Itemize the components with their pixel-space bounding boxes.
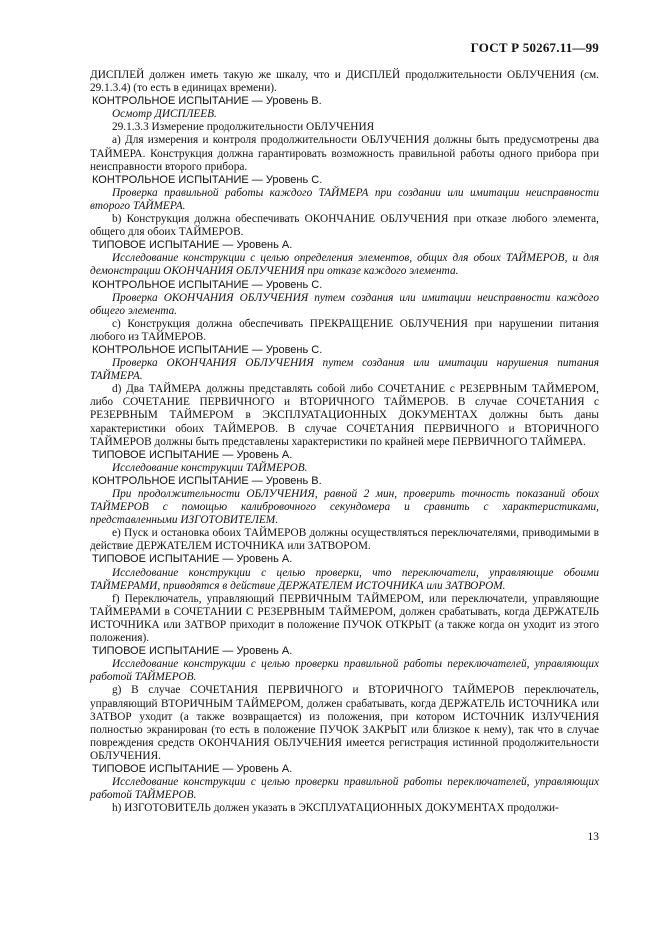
test-procedure: Исследование конструкции с целью проверки, что переключатели, управляющие обоими ТАЙМЕРАМИ, приводятся в действие ДЕРЖАТЕЛЕМ ИСТОЧНИКА или ЗАТВОРОМ. [90,566,599,592]
test-procedure: Проверка правильной работы каждого ТАЙМЕРА при создании или имитации неисправности второго ТАЙМЕРА. [90,186,599,212]
test-procedure: При продолжительности ОБЛУЧЕНИЯ, равной 2 мин, проверить точность показаний обоих ТАЙМЕРОВ с помощью калибровочного секундомера и сравнить с характеристиками, представленными ИЗГОТОВИТЕЛЕМ. [90,488,599,527]
test-line: ТИПОВОЕ ИСПЫТАНИЕ — Уровень А. [92,762,293,775]
paragraph: е) Пуск и остановка обоих ТАЙМЕРОВ должны осуществляться переключателями, приводимыми в действие ДЕРЖАТЕЛЕМ ИСТОЧНИКА или ЗАТВОРОМ. [90,527,599,553]
paragraph: а) Для измерения и контроля продолжительности ОБЛУЧЕНИЯ должны быть предусмотрены два ТАЙМЕРА. Конструкция должна гарантировать возможность правильной работы одного прибора при неисправности второго прибора. [90,134,599,173]
paragraph: ДИСПЛЕЙ должен иметь такую же шкалу, что и ДИСПЛЕЙ продолжительности ОБЛУЧЕНИЯ (см. 29.1.3.4) (то есть в единицах времени). [90,69,599,95]
test-procedure: Исследование конструкции с целью проверки правильной работы переключателей, управляющих работой ТАЙМЕРОВ. [90,658,599,684]
standard-header: ГОСТ Р 50267.11—99 [470,40,599,55]
test-line: КОНТРОЛЬНОЕ ИСПЫТАНИЕ — Уровень В. [92,95,322,108]
paragraph: с) Конструкция должна обеспечивать ПРЕКРАЩЕНИЕ ОБЛУЧЕНИЯ при нарушении питания любого из ТАЙМЕРОВ. [90,317,599,343]
test-procedure: Исследование конструкции ТАЙМЕРОВ. [112,461,308,474]
test-procedure: Проверка ОКОНЧАНИЯ ОБЛУЧЕНИЯ путем создания или имитации неисправности каждого общего элемента. [90,291,599,317]
test-line: КОНТРОЛЬНОЕ ИСПЫТАНИЕ — Уровень С. [92,173,323,186]
paragraph: g) В случае СОЧЕТАНИЯ ПЕРВИЧНОГО и ВТОРИЧНОГО ТАЙМЕРОВ переключатель, управляющий ВТОРИЧНЫМ ТАЙМЕРОМ, должен срабатывать, когда ДЕРЖАТЕЛЬ ИСТОЧНИКА или ЗАТВОР уходит (а также возвращается) из положения, при котором ИСТОЧНИК ИЗЛУЧЕНИЯ полностью экранирован (то есть в положение ПУЧОК ЗАКРЫТ или близкое к нему), так что в случае повреждения средств ОКОНЧАНИЯ ОБЛУЧЕНИЯ имеется регистрация истинной продолжительности ОБЛУЧЕНИЯ. [90,684,599,762]
paragraph: d) Два ТАЙМЕРА должны представлять собой либо СОЧЕТАНИЕ с РЕЗЕРВНЫМ ТАЙМЕРОМ, либо СОЧЕТАНИЕ ПЕРВИЧНОГО и ВТОРИЧНОГО ТАЙМЕРОВ. В случае СОЧЕТАНИЯ с РЕЗЕРВНЫМ ТАЙМЕРОМ в ЭКСПЛУАТАЦИОННЫХ ДОКУМЕНТАХ должны быть даны характеристики обоих ТАЙМЕРОВ. В случае СОЧЕТАНИЯ ПЕРВИЧНОГО и ВТОРИЧНОГО ТАЙМЕРОВ должны быть представлены характеристики по крайней мере ПЕРВИЧНОГО ТАЙМЕРА. [90,383,599,448]
test-line: КОНТРОЛЬНОЕ ИСПЫТАНИЕ — Уровень С. [92,278,323,291]
test-procedure: Исследование конструкции с целью определения элементов, общих для обоих ТАЙМЕРОВ, и для демонстрации ОКОНЧАНИЯ ОБЛУЧЕНИЯ при отказе каждого элемента. [90,252,599,278]
paragraph: b) Конструкция должна обеспечивать ОКОНЧАНИЕ ОБЛУЧЕНИЯ при отказе любого элемента, общего для обоих ТАЙМЕРОВ. [90,213,599,239]
test-line: ТИПОВОЕ ИСПЫТАНИЕ — Уровень А. [92,448,293,461]
test-procedure: Проверка ОКОНЧАНИЯ ОБЛУЧЕНИЯ путем создания или имитации нарушения питания ТАЙМЕРА. [90,357,599,383]
test-line: КОНТРОЛЬНОЕ ИСПЫТАНИЕ — Уровень В. [92,474,322,487]
test-procedure: Исследование конструкции с целью проверки правильной работы переключателей, управляющих работой ТАЙМЕРОВ. [90,776,599,802]
test-procedure: Осмотр ДИСПЛЕЕВ. [112,108,217,121]
test-line: ТИПОВОЕ ИСПЫТАНИЕ — Уровень А. [92,239,293,252]
test-line: ТИПОВОЕ ИСПЫТАНИЕ — Уровень А. [92,553,293,566]
test-line: ТИПОВОЕ ИСПЫТАНИЕ — Уровень А. [92,645,293,658]
section-heading: 29.1.3.3 Измерение продолжительности ОБЛУЧЕНИЯ [112,121,375,134]
document-body [90,69,599,815]
paragraph: h) ИЗГОТОВИТЕЛЬ должен указать в ЭКСПЛУАТАЦИОННЫХ ДОКУМЕНТАХ продолжи- [112,802,559,815]
paragraph: f) Переключатель, управляющий ПЕРВИЧНЫМ ТАЙМЕРОМ, или переключатели, управляющие ТАЙМЕРАМИ в СОЧЕТАНИИ С РЕЗЕРВНЫМ ТАЙМЕРОМ, должен срабатывать, когда ДЕРЖАТЕЛЬ ИСТОЧНИКА или ЗАТВОР приходит в положение ПУЧОК ОТКРЫТ (а также когда он уходит из этого положения). [90,592,599,645]
page-number: 13 [587,831,599,843]
test-line: КОНТРОЛЬНОЕ ИСПЫТАНИЕ — Уровень С. [92,343,323,356]
